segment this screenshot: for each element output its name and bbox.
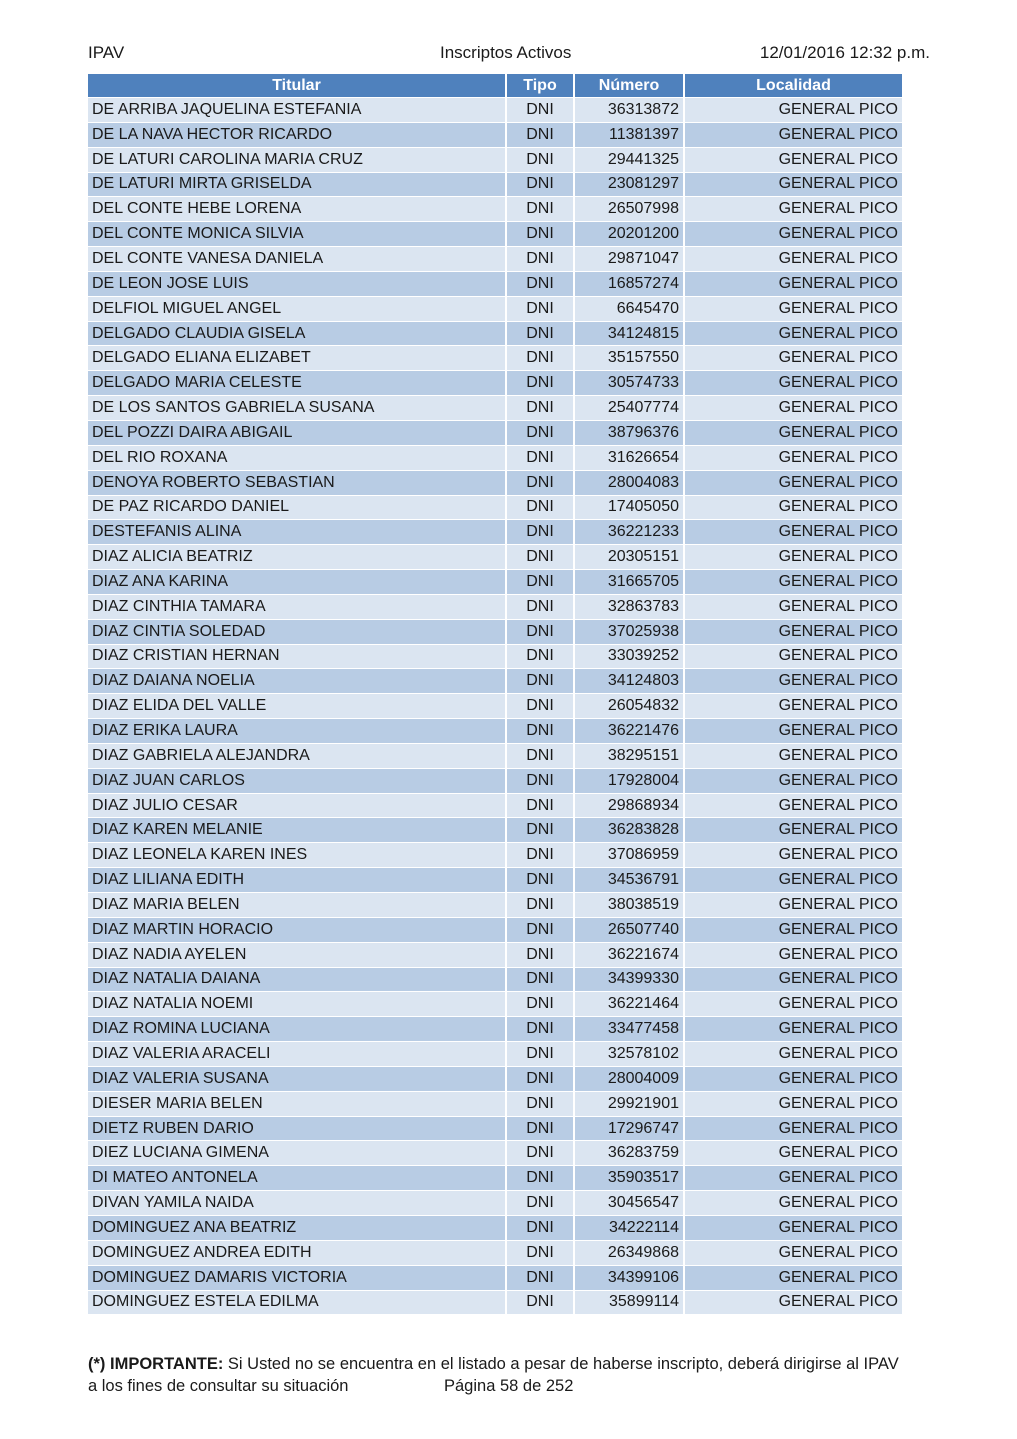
cell-tipo: DNI [506, 470, 574, 495]
table-row [88, 147, 902, 172]
cell-tipo: DNI [506, 296, 574, 321]
cell-tipo: DNI [506, 669, 574, 694]
cell-localidad: GENERAL PICO [684, 669, 902, 694]
cell-localidad: GENERAL PICO [684, 768, 902, 793]
cell-numero: 34124815 [574, 321, 684, 346]
cell-numero: 31665705 [574, 570, 684, 595]
cell-numero: 35899114 [574, 1290, 684, 1314]
page-header [88, 40, 930, 66]
table-row [88, 669, 902, 694]
cell-titular: DIAZ DAIANA NOELIA [88, 669, 506, 694]
footer-note [88, 1352, 930, 1377]
cell-titular: DE LATURI MIRTA GRISELDA [88, 172, 506, 197]
cell-localidad: GENERAL PICO [684, 594, 902, 619]
cell-titular: DEL RIO ROXANA [88, 445, 506, 470]
important-label: (*) IMPORTANTE: [88, 1355, 224, 1373]
cell-localidad: GENERAL PICO [684, 1017, 902, 1042]
cell-titular: DIESER MARIA BELEN [88, 1091, 506, 1116]
table-row [88, 1091, 902, 1116]
cell-numero: 17296747 [574, 1116, 684, 1141]
cell-titular: DIAZ VALERIA SUSANA [88, 1066, 506, 1091]
cell-titular: DIAZ KAREN MELANIE [88, 818, 506, 843]
table-row [88, 396, 902, 421]
cell-localidad: GENERAL PICO [684, 396, 902, 421]
cell-numero: 17928004 [574, 768, 684, 793]
cell-numero: 30574733 [574, 371, 684, 396]
table-row [88, 346, 902, 371]
table-row [88, 122, 902, 147]
cell-titular: DIAZ GABRIELA ALEJANDRA [88, 743, 506, 768]
cell-numero: 6645470 [574, 296, 684, 321]
cell-tipo: DNI [506, 917, 574, 942]
table-row [88, 98, 902, 123]
important-text: Si Usted no se encuentra en el listado a pesar de haberse inscripto, deberá dirigirse al IPAV [223, 1355, 899, 1373]
cell-tipo: DNI [506, 1042, 574, 1067]
table-row [88, 967, 902, 992]
cell-titular: DE LATURI CAROLINA MARIA CRUZ [88, 147, 506, 172]
cell-numero: 35157550 [574, 346, 684, 371]
cell-tipo: DNI [506, 172, 574, 197]
cell-localidad: GENERAL PICO [684, 520, 902, 545]
cell-titular: DENOYA ROBERTO SEBASTIAN [88, 470, 506, 495]
cell-localidad: GENERAL PICO [684, 1166, 902, 1191]
cell-localidad: GENERAL PICO [684, 1141, 902, 1166]
table-row [88, 893, 902, 918]
cell-tipo: DNI [506, 893, 574, 918]
table-row [88, 222, 902, 247]
cell-numero: 29441325 [574, 147, 684, 172]
table-row [88, 594, 902, 619]
cell-localidad: GENERAL PICO [684, 1116, 902, 1141]
cell-numero: 11381397 [574, 122, 684, 147]
cell-tipo: DNI [506, 942, 574, 967]
table-row [88, 619, 902, 644]
cell-titular: DELGADO ELIANA ELIZABET [88, 346, 506, 371]
cell-tipo: DNI [506, 818, 574, 843]
cell-numero: 37086959 [574, 843, 684, 868]
cell-numero: 34222114 [574, 1215, 684, 1240]
cell-tipo: DNI [506, 719, 574, 744]
cell-localidad: GENERAL PICO [684, 1265, 902, 1290]
cell-titular: DE LA NAVA HECTOR RICARDO [88, 122, 506, 147]
table-row [88, 719, 902, 744]
cell-titular: DOMINGUEZ DAMARIS VICTORIA [88, 1265, 506, 1290]
cell-tipo: DNI [506, 1166, 574, 1191]
cell-localidad: GENERAL PICO [684, 420, 902, 445]
cell-titular: DIAZ LILIANA EDITH [88, 868, 506, 893]
cell-numero: 16857274 [574, 271, 684, 296]
cell-tipo: DNI [506, 122, 574, 147]
cell-localidad: GENERAL PICO [684, 545, 902, 570]
cell-titular: DEL CONTE MONICA SILVIA [88, 222, 506, 247]
cell-tipo: DNI [506, 1116, 574, 1141]
cell-numero: 34399106 [574, 1265, 684, 1290]
cell-titular: DEL POZZI DAIRA ABIGAIL [88, 420, 506, 445]
cell-numero: 29871047 [574, 247, 684, 272]
cell-titular: DIEZ LUCIANA GIMENA [88, 1141, 506, 1166]
cell-tipo: DNI [506, 743, 574, 768]
table-row [88, 172, 902, 197]
table-row [88, 917, 902, 942]
cell-numero: 28004083 [574, 470, 684, 495]
cell-tipo: DNI [506, 396, 574, 421]
cell-titular: DIAZ CINTIA SOLEDAD [88, 619, 506, 644]
cell-titular: DE ARRIBA JAQUELINA ESTEFANIA [88, 98, 506, 123]
cell-tipo: DNI [506, 271, 574, 296]
cell-localidad: GENERAL PICO [684, 147, 902, 172]
table-row [88, 520, 902, 545]
cell-numero: 34124803 [574, 669, 684, 694]
table-row [88, 818, 902, 843]
cell-localidad: GENERAL PICO [684, 619, 902, 644]
cell-localidad: GENERAL PICO [684, 1240, 902, 1265]
cell-numero: 36221233 [574, 520, 684, 545]
cell-numero: 17405050 [574, 495, 684, 520]
cell-titular: DIAZ ELIDA DEL VALLE [88, 694, 506, 719]
inscriptos-table [88, 74, 902, 1314]
cell-localidad: GENERAL PICO [684, 197, 902, 222]
cell-tipo: DNI [506, 843, 574, 868]
table-row [88, 942, 902, 967]
cell-titular: DEL CONTE HEBE LORENA [88, 197, 506, 222]
column-header-numero: Número [574, 74, 684, 98]
cell-tipo: DNI [506, 694, 574, 719]
cell-localidad: GENERAL PICO [684, 644, 902, 669]
header-org: IPAV [88, 43, 125, 62]
cell-titular: DEL CONTE VANESA DANIELA [88, 247, 506, 272]
cell-tipo: DNI [506, 570, 574, 595]
cell-localidad: GENERAL PICO [684, 495, 902, 520]
cell-tipo: DNI [506, 420, 574, 445]
cell-numero: 37025938 [574, 619, 684, 644]
table-row [88, 1017, 902, 1042]
table-row [88, 868, 902, 893]
cell-localidad: GENERAL PICO [684, 1191, 902, 1216]
cell-numero: 26507998 [574, 197, 684, 222]
cell-tipo: DNI [506, 1017, 574, 1042]
cell-localidad: GENERAL PICO [684, 172, 902, 197]
cell-numero: 29921901 [574, 1091, 684, 1116]
cell-titular: DIAZ CINTHIA TAMARA [88, 594, 506, 619]
table-row [88, 644, 902, 669]
cell-localidad: GENERAL PICO [684, 1290, 902, 1314]
header-title: Inscriptos Activos [440, 43, 572, 62]
cell-localidad: GENERAL PICO [684, 1091, 902, 1116]
cell-numero: 28004009 [574, 1066, 684, 1091]
table-row [88, 420, 902, 445]
table-row [88, 1042, 902, 1067]
cell-titular: DIAZ ROMINA LUCIANA [88, 1017, 506, 1042]
cell-tipo: DNI [506, 147, 574, 172]
cell-numero: 36283828 [574, 818, 684, 843]
cell-tipo: DNI [506, 768, 574, 793]
cell-localidad: GENERAL PICO [684, 868, 902, 893]
table-header-row [88, 74, 902, 98]
cell-localidad: GENERAL PICO [684, 1042, 902, 1067]
cell-numero: 32863783 [574, 594, 684, 619]
cell-tipo: DNI [506, 1091, 574, 1116]
cell-titular: DOMINGUEZ ANDREA EDITH [88, 1240, 506, 1265]
cell-numero: 32578102 [574, 1042, 684, 1067]
cell-numero: 36221464 [574, 992, 684, 1017]
cell-tipo: DNI [506, 445, 574, 470]
table-row [88, 570, 902, 595]
cell-localidad: GENERAL PICO [684, 893, 902, 918]
table-row [88, 1240, 902, 1265]
cell-titular: DE LOS SANTOS GABRIELA SUSANA [88, 396, 506, 421]
cell-tipo: DNI [506, 868, 574, 893]
cell-titular: DE LEON JOSE LUIS [88, 271, 506, 296]
cell-tipo: DNI [506, 644, 574, 669]
cell-titular: DIAZ JUAN CARLOS [88, 768, 506, 793]
column-header-tipo: Tipo [506, 74, 574, 98]
cell-localidad: GENERAL PICO [684, 743, 902, 768]
cell-localidad: GENERAL PICO [684, 1215, 902, 1240]
cell-tipo: DNI [506, 1240, 574, 1265]
cell-localidad: GENERAL PICO [684, 346, 902, 371]
table-row [88, 843, 902, 868]
cell-titular: DE PAZ RICARDO DANIEL [88, 495, 506, 520]
table-row [88, 371, 902, 396]
cell-titular: DOMINGUEZ ESTELA EDILMA [88, 1290, 506, 1314]
cell-tipo: DNI [506, 495, 574, 520]
cell-tipo: DNI [506, 98, 574, 123]
table-row [88, 992, 902, 1017]
cell-titular: DIAZ LEONELA KAREN INES [88, 843, 506, 868]
cell-numero: 26507740 [574, 917, 684, 942]
cell-titular: DIAZ ALICIA BEATRIZ [88, 545, 506, 570]
cell-numero: 38796376 [574, 420, 684, 445]
cell-tipo: DNI [506, 520, 574, 545]
cell-localidad: GENERAL PICO [684, 321, 902, 346]
cell-tipo: DNI [506, 321, 574, 346]
table-row [88, 545, 902, 570]
cell-numero: 23081297 [574, 172, 684, 197]
cell-tipo: DNI [506, 1265, 574, 1290]
cell-numero: 30456547 [574, 1191, 684, 1216]
table-row [88, 197, 902, 222]
cell-localidad: GENERAL PICO [684, 122, 902, 147]
table-row [88, 470, 902, 495]
cell-titular: DIAZ MARIA BELEN [88, 893, 506, 918]
cell-numero: 33039252 [574, 644, 684, 669]
cell-numero: 36221674 [574, 942, 684, 967]
table-row [88, 1066, 902, 1091]
cell-localidad: GENERAL PICO [684, 296, 902, 321]
cell-titular: DIAZ ANA KARINA [88, 570, 506, 595]
cell-localidad: GENERAL PICO [684, 719, 902, 744]
cell-localidad: GENERAL PICO [684, 843, 902, 868]
cell-tipo: DNI [506, 594, 574, 619]
cell-titular: DIAZ CRISTIAN HERNAN [88, 644, 506, 669]
table-row [88, 1191, 902, 1216]
table-row [88, 793, 902, 818]
cell-localidad: GENERAL PICO [684, 917, 902, 942]
cell-localidad: GENERAL PICO [684, 967, 902, 992]
cell-numero: 34399330 [574, 967, 684, 992]
table-row [88, 1116, 902, 1141]
cell-numero: 26349868 [574, 1240, 684, 1265]
table-row [88, 247, 902, 272]
cell-numero: 34536791 [574, 868, 684, 893]
cell-titular: DIAZ MARTIN HORACIO [88, 917, 506, 942]
cell-titular: DIVAN YAMILA NAIDA [88, 1191, 506, 1216]
cell-numero: 20201200 [574, 222, 684, 247]
header-datetime: 12/01/2016 12:32 p.m. [759, 43, 930, 62]
table-header [88, 74, 902, 98]
table-row [88, 1166, 902, 1191]
cell-tipo: DNI [506, 247, 574, 272]
cell-localidad: GENERAL PICO [684, 271, 902, 296]
cell-tipo: DNI [506, 197, 574, 222]
table-row [88, 445, 902, 470]
cell-titular: DELFIOL MIGUEL ANGEL [88, 296, 506, 321]
cell-numero: 38295151 [574, 743, 684, 768]
cell-numero: 36221476 [574, 719, 684, 744]
cell-titular: DIAZ NADIA AYELEN [88, 942, 506, 967]
cell-titular: DESTEFANIS ALINA [88, 520, 506, 545]
cell-localidad: GENERAL PICO [684, 942, 902, 967]
table-row [88, 321, 902, 346]
table-row [88, 743, 902, 768]
table-row [88, 1141, 902, 1166]
cell-numero: 33477458 [574, 1017, 684, 1042]
cell-tipo: DNI [506, 1290, 574, 1314]
table-row [88, 495, 902, 520]
cell-localidad: GENERAL PICO [684, 470, 902, 495]
cell-tipo: DNI [506, 545, 574, 570]
cell-tipo: DNI [506, 371, 574, 396]
cell-numero: 26054832 [574, 694, 684, 719]
cell-titular: DIAZ ERIKA LAURA [88, 719, 506, 744]
cell-localidad: GENERAL PICO [684, 793, 902, 818]
cell-numero: 36283759 [574, 1141, 684, 1166]
cell-localidad: GENERAL PICO [684, 371, 902, 396]
cell-tipo: DNI [506, 967, 574, 992]
cell-tipo: DNI [506, 793, 574, 818]
table-row [88, 768, 902, 793]
cell-tipo: DNI [506, 1141, 574, 1166]
cell-tipo: DNI [506, 1066, 574, 1091]
cell-tipo: DNI [506, 1191, 574, 1216]
cell-localidad: GENERAL PICO [684, 570, 902, 595]
cell-titular: DELGADO CLAUDIA GISELA [88, 321, 506, 346]
cell-localidad: GENERAL PICO [684, 222, 902, 247]
column-header-titular: Titular [88, 74, 506, 98]
cell-localidad: GENERAL PICO [684, 247, 902, 272]
cell-numero: 20305151 [574, 545, 684, 570]
table-body [88, 98, 902, 1315]
cell-numero: 38038519 [574, 893, 684, 918]
table-row [88, 296, 902, 321]
cell-localidad: GENERAL PICO [684, 818, 902, 843]
table-row [88, 271, 902, 296]
cell-tipo: DNI [506, 992, 574, 1017]
cell-localidad: GENERAL PICO [684, 694, 902, 719]
table-row [88, 1215, 902, 1240]
column-header-localidad: Localidad [684, 74, 902, 98]
cell-titular: DIAZ NATALIA DAIANA [88, 967, 506, 992]
cell-titular: DELGADO MARIA CELESTE [88, 371, 506, 396]
cell-titular: DIETZ RUBEN DARIO [88, 1116, 506, 1141]
table-row [88, 1265, 902, 1290]
cell-localidad: GENERAL PICO [684, 98, 902, 123]
cell-localidad: GENERAL PICO [684, 1066, 902, 1091]
footer-note-line2: a los fines de consultar su situación [88, 1377, 349, 1395]
page-number: Página 58 de 252 [444, 1377, 574, 1395]
cell-tipo: DNI [506, 346, 574, 371]
cell-tipo: DNI [506, 1215, 574, 1240]
cell-numero: 29868934 [574, 793, 684, 818]
cell-tipo: DNI [506, 222, 574, 247]
table-row [88, 1290, 902, 1314]
cell-localidad: GENERAL PICO [684, 992, 902, 1017]
table-row [88, 694, 902, 719]
cell-numero: 25407774 [574, 396, 684, 421]
cell-numero: 35903517 [574, 1166, 684, 1191]
cell-numero: 31626654 [574, 445, 684, 470]
cell-titular: DIAZ JULIO CESAR [88, 793, 506, 818]
cell-localidad: GENERAL PICO [684, 445, 902, 470]
cell-titular: DIAZ VALERIA ARACELI [88, 1042, 506, 1067]
cell-numero: 36313872 [574, 98, 684, 123]
cell-titular: DOMINGUEZ ANA BEATRIZ [88, 1215, 506, 1240]
cell-titular: DI MATEO ANTONELA [88, 1166, 506, 1191]
cell-tipo: DNI [506, 619, 574, 644]
cell-titular: DIAZ NATALIA NOEMI [88, 992, 506, 1017]
